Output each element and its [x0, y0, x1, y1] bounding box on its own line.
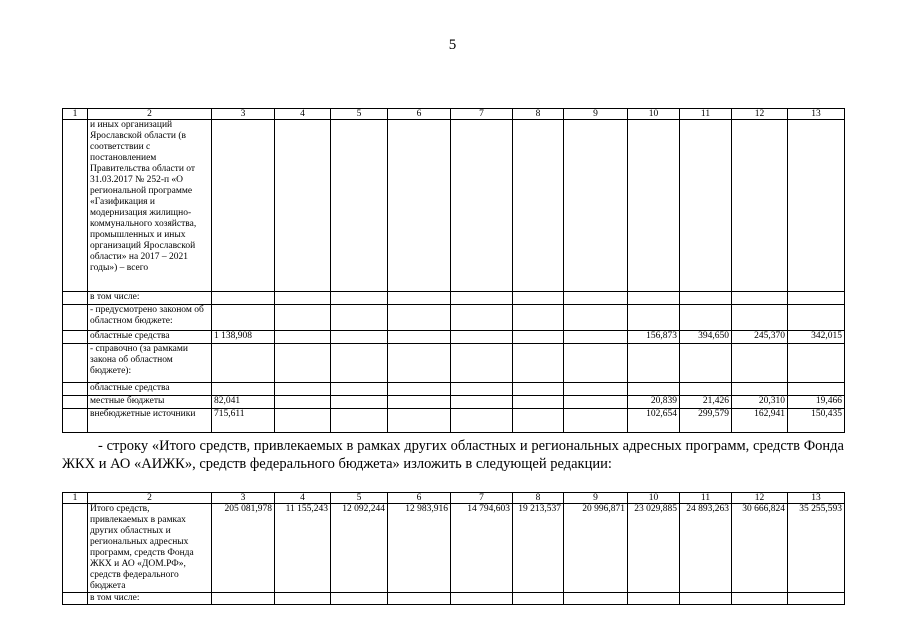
- column-number: 8: [513, 493, 564, 504]
- row-number-cell: [63, 396, 88, 409]
- value-cell: [212, 593, 275, 605]
- value-cell: [212, 292, 275, 305]
- value-cell: [331, 292, 388, 305]
- value-cell: [275, 305, 331, 331]
- table-row: [63, 409, 845, 433]
- value-cell: [564, 383, 628, 396]
- table-row: [63, 383, 845, 396]
- value-cell: [451, 292, 513, 305]
- value-cell: [388, 331, 451, 344]
- column-number: 9: [564, 109, 628, 120]
- value-cell: [212, 383, 275, 396]
- value-cell: [564, 344, 628, 383]
- value-cell: [331, 331, 388, 344]
- value-cell: [628, 292, 680, 305]
- value-cell: [388, 120, 451, 292]
- value-cell: [628, 383, 680, 396]
- column-number: 5: [331, 109, 388, 120]
- table-row: [63, 120, 845, 292]
- value-cell: [275, 292, 331, 305]
- value-cell: [680, 120, 732, 292]
- amendment-paragraph: [62, 437, 844, 473]
- value-cell: [564, 305, 628, 331]
- value-cell: [680, 344, 732, 383]
- value-cell: 82,041: [212, 396, 275, 409]
- value-cell: [388, 383, 451, 396]
- column-number: 12: [732, 493, 788, 504]
- column-number: 1: [63, 493, 88, 504]
- value-cell: 19 213,537: [513, 504, 564, 593]
- column-number: 3: [212, 493, 275, 504]
- column-number: 13: [788, 109, 845, 120]
- column-number: 9: [564, 493, 628, 504]
- value-cell: [732, 120, 788, 292]
- value-cell: [331, 120, 388, 292]
- row-label: - справочно (за рамками закона об областном бюджете):: [88, 344, 212, 383]
- column-number: 4: [275, 109, 331, 120]
- value-cell: 19,466: [788, 396, 845, 409]
- value-cell: [451, 331, 513, 344]
- value-cell: [788, 120, 845, 292]
- column-number: 3: [212, 109, 275, 120]
- value-cell: [275, 344, 331, 383]
- value-cell: [564, 409, 628, 433]
- value-cell: 21,426: [680, 396, 732, 409]
- value-cell: [513, 396, 564, 409]
- value-cell: [788, 383, 845, 396]
- value-cell: [513, 344, 564, 383]
- table-row: [63, 292, 845, 305]
- table-row: [63, 593, 845, 605]
- value-cell: 205 081,978: [212, 504, 275, 593]
- column-number: 7: [451, 493, 513, 504]
- value-cell: 20 996,871: [564, 504, 628, 593]
- value-cell: [331, 344, 388, 383]
- value-cell: [388, 344, 451, 383]
- row-label: и иных организаций Ярославской области (в соответствии с постановлением Правительства области от 31.03.2017 № 252-п «О региональной программе «Газификация и модернизация жилищно-коммунального хозяйства, промышленных и иных организаций Ярославской области» на 2017 – 2021 годы») – всего: [88, 120, 212, 292]
- column-number: 5: [331, 493, 388, 504]
- value-cell: [212, 120, 275, 292]
- value-cell: [331, 383, 388, 396]
- value-cell: 35 255,593: [788, 504, 845, 593]
- row-number-cell: [63, 344, 88, 383]
- value-cell: [451, 383, 513, 396]
- row-label: внебюджетные источники: [88, 409, 212, 433]
- value-cell: [513, 120, 564, 292]
- value-cell: [388, 292, 451, 305]
- value-cell: 24 893,263: [680, 504, 732, 593]
- value-cell: [388, 409, 451, 433]
- value-cell: [212, 344, 275, 383]
- value-cell: [331, 305, 388, 331]
- value-cell: [275, 383, 331, 396]
- value-cell: [732, 292, 788, 305]
- value-cell: [275, 120, 331, 292]
- column-number: 8: [513, 109, 564, 120]
- value-cell: [788, 292, 845, 305]
- value-cell: [275, 331, 331, 344]
- value-cell: 150,435: [788, 409, 845, 433]
- table-row: [63, 504, 845, 593]
- value-cell: [451, 344, 513, 383]
- value-cell: 162,941: [732, 409, 788, 433]
- column-number: 13: [788, 493, 845, 504]
- value-cell: [331, 396, 388, 409]
- value-cell: [564, 593, 628, 605]
- value-cell: [513, 305, 564, 331]
- value-cell: [628, 305, 680, 331]
- value-cell: [513, 383, 564, 396]
- value-cell: 342,015: [788, 331, 845, 344]
- program-funding-table: [62, 108, 845, 433]
- value-cell: [331, 409, 388, 433]
- amendment-text: - строку «Итого средств, привлекаемых в рамках других областных и региональных адресных программ, средств Фонда ЖКХ и АО «АИЖК», средств федерального бюджета» изложить в следующей редакции:: [62, 438, 844, 472]
- value-cell: 12 092,244: [331, 504, 388, 593]
- value-cell: [212, 305, 275, 331]
- value-cell: 14 794,603: [451, 504, 513, 593]
- column-number: 6: [388, 109, 451, 120]
- value-cell: [788, 593, 845, 605]
- value-cell: 23 029,885: [628, 504, 680, 593]
- value-cell: [680, 593, 732, 605]
- row-label: местные бюджеты: [88, 396, 212, 409]
- value-cell: [451, 396, 513, 409]
- row-label: Итого средств, привлекаемых в рамках других областных и региональных адресных программ, средств Фонда ЖКХ и АО «ДОМ.РФ», средств федерального бюджета: [88, 504, 212, 593]
- value-cell: [513, 331, 564, 344]
- column-number: 4: [275, 493, 331, 504]
- value-cell: [732, 383, 788, 396]
- value-cell: 20,839: [628, 396, 680, 409]
- value-cell: [275, 396, 331, 409]
- column-number: 6: [388, 493, 451, 504]
- value-cell: [513, 593, 564, 605]
- value-cell: [451, 305, 513, 331]
- value-cell: 12 983,916: [388, 504, 451, 593]
- column-number: 10: [628, 109, 680, 120]
- value-cell: [451, 120, 513, 292]
- row-number-cell: [63, 383, 88, 396]
- value-cell: [564, 292, 628, 305]
- value-cell: [564, 396, 628, 409]
- value-cell: [732, 593, 788, 605]
- value-cell: 245,370: [732, 331, 788, 344]
- value-cell: 11 155,243: [275, 504, 331, 593]
- value-cell: [628, 344, 680, 383]
- row-number-cell: [63, 331, 88, 344]
- row-label: областные средства: [88, 331, 212, 344]
- value-cell: [788, 344, 845, 383]
- column-number: 2: [88, 493, 212, 504]
- table-row: [63, 396, 845, 409]
- total-funding-table: [62, 492, 845, 605]
- value-cell: [732, 305, 788, 331]
- value-cell: [388, 396, 451, 409]
- value-cell: 156,873: [628, 331, 680, 344]
- value-cell: [388, 593, 451, 605]
- row-number-cell: [63, 292, 88, 305]
- column-number: 11: [680, 493, 732, 504]
- column-number-row: [63, 493, 845, 504]
- value-cell: [788, 305, 845, 331]
- column-number-row: [63, 109, 845, 120]
- value-cell: [451, 409, 513, 433]
- column-number: 7: [451, 109, 513, 120]
- column-number: 10: [628, 493, 680, 504]
- row-number-cell: [63, 504, 88, 593]
- row-label: - предусмотрено законом об областном бюджете:: [88, 305, 212, 331]
- value-cell: [451, 593, 513, 605]
- value-cell: [732, 344, 788, 383]
- value-cell: [564, 120, 628, 292]
- value-cell: [564, 331, 628, 344]
- value-cell: [680, 292, 732, 305]
- value-cell: 1 138,908: [212, 331, 275, 344]
- value-cell: 715,611: [212, 409, 275, 433]
- table-row: [63, 344, 845, 383]
- value-cell: [628, 120, 680, 292]
- row-number-cell: [63, 305, 88, 331]
- column-number: 11: [680, 109, 732, 120]
- value-cell: [680, 383, 732, 396]
- row-number-cell: [63, 593, 88, 605]
- value-cell: [275, 593, 331, 605]
- column-number: 1: [63, 109, 88, 120]
- value-cell: 30 666,824: [732, 504, 788, 593]
- value-cell: [513, 409, 564, 433]
- column-number: 12: [732, 109, 788, 120]
- row-number-cell: [63, 409, 88, 433]
- column-number: 2: [88, 109, 212, 120]
- value-cell: [275, 409, 331, 433]
- value-cell: 299,579: [680, 409, 732, 433]
- table-row: [63, 331, 845, 344]
- row-label: в том числе:: [88, 292, 212, 305]
- row-label: в том числе:: [88, 593, 212, 605]
- value-cell: 20,310: [732, 396, 788, 409]
- table-row: [63, 305, 845, 331]
- value-cell: [680, 305, 732, 331]
- row-label: областные средства: [88, 383, 212, 396]
- row-number-cell: [63, 120, 88, 292]
- value-cell: 394,650: [680, 331, 732, 344]
- value-cell: [628, 593, 680, 605]
- value-cell: [331, 593, 388, 605]
- page-number: 5: [448, 37, 457, 53]
- value-cell: [513, 292, 564, 305]
- value-cell: [388, 305, 451, 331]
- value-cell: 102,654: [628, 409, 680, 433]
